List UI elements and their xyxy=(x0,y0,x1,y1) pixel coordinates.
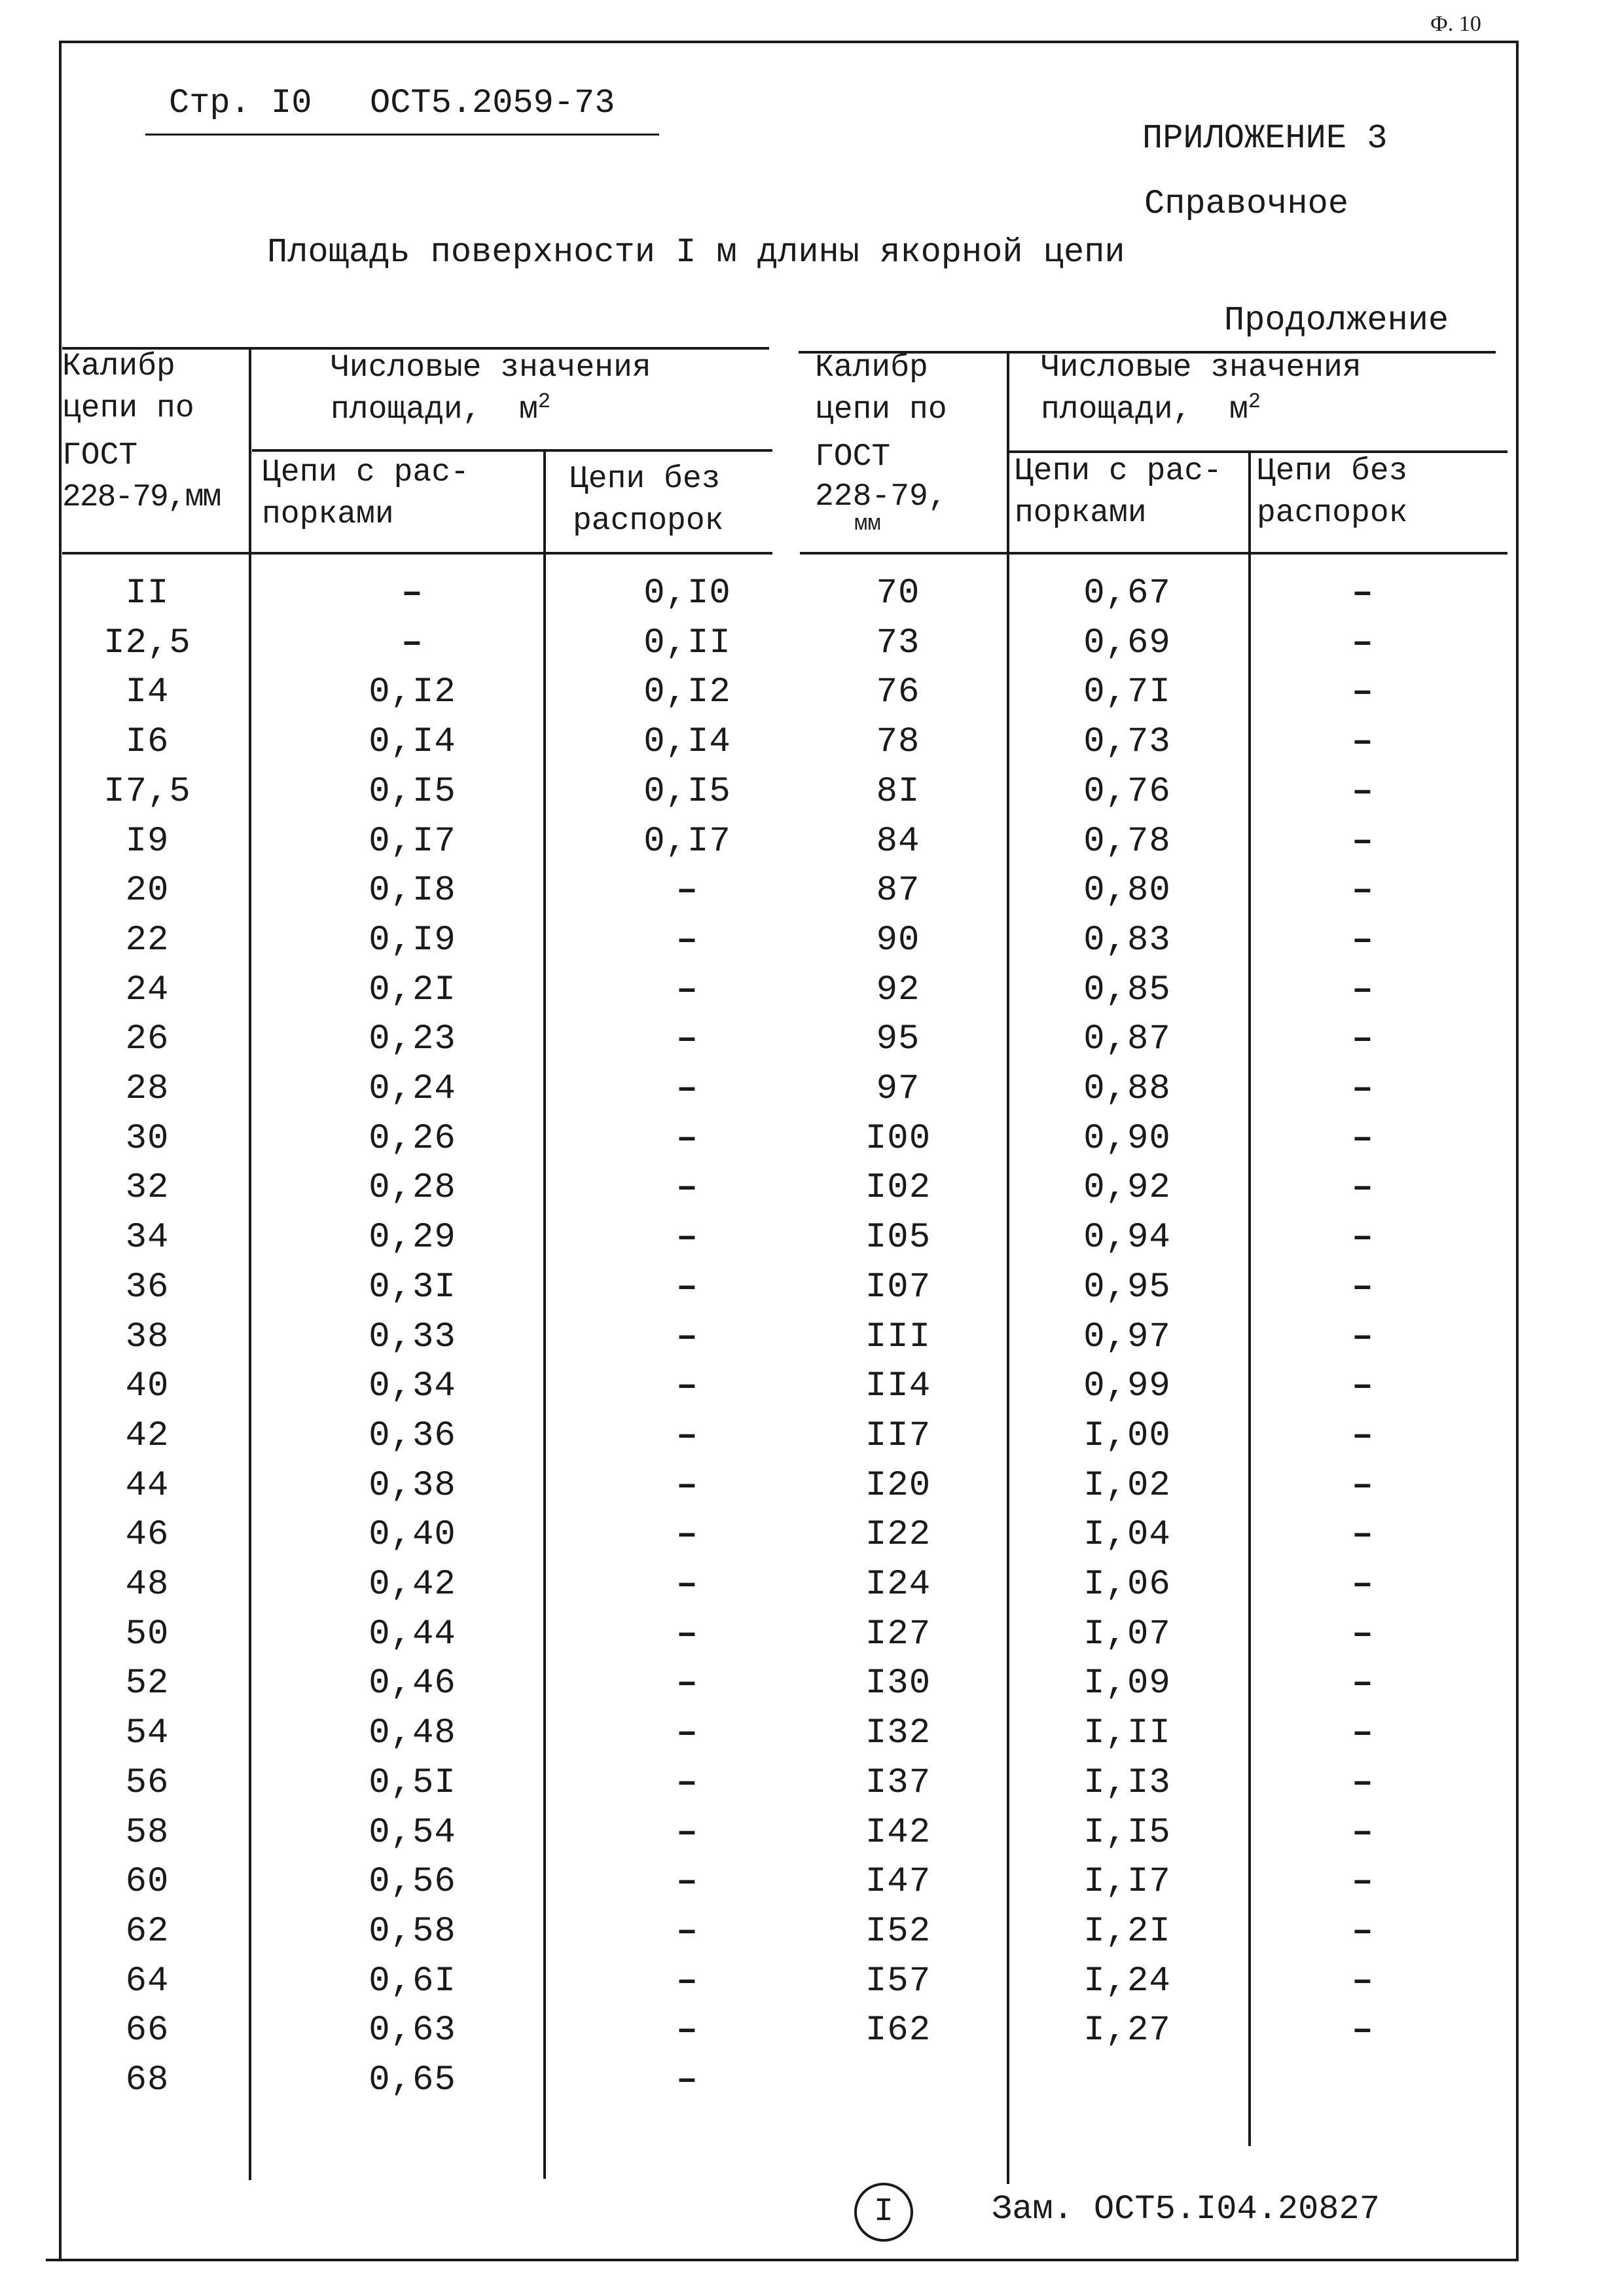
without-spacers-cell: – xyxy=(676,970,698,1010)
with-spacers-cell: 0,36 xyxy=(369,1415,456,1456)
without-spacers-cell: – xyxy=(1352,1118,1374,1159)
without-spacers-cell: – xyxy=(1352,1267,1374,1307)
calibre-cell: 58 xyxy=(125,1812,170,1853)
without-spacers-cell: – xyxy=(1352,1664,1374,1704)
calibre-cell: 52 xyxy=(125,1664,170,1704)
with-spacers-cell: 0,80 xyxy=(1083,871,1171,911)
with-spacers-cell: 0,85 xyxy=(1083,970,1171,1010)
without-spacers-cell: – xyxy=(676,1614,698,1654)
without-spacers-cell: – xyxy=(1352,970,1374,1010)
without-spacers-cell: – xyxy=(676,2011,698,2051)
calibre-cell: 30 xyxy=(125,1118,170,1159)
with-spacers-cell: 0,88 xyxy=(1083,1069,1171,1109)
without-spacers-cell: – xyxy=(676,2060,698,2100)
without-spacers-cell: – xyxy=(676,1911,698,1952)
with-spacers-cell: I,02 xyxy=(1083,1465,1171,1506)
calibre-cell: I27 xyxy=(865,1614,931,1654)
without-spacers-cell: – xyxy=(1352,771,1374,812)
without-spacers-cell: – xyxy=(676,1762,698,1803)
calibre-cell: 38 xyxy=(125,1317,170,1357)
without-spacers-cell: – xyxy=(676,1862,698,1903)
with-spacers-cell: 0,I8 xyxy=(369,871,456,911)
without-spacers-cell: – xyxy=(1352,722,1374,763)
standard-number: ОСТ5.2059-73 xyxy=(370,84,615,122)
with-spacers-cell: 0,67 xyxy=(1083,574,1171,613)
calibre-cell: 8I xyxy=(876,771,920,812)
calibre-cell: I05 xyxy=(865,1218,931,1258)
calibre-cell: 76 xyxy=(876,672,920,713)
without-spacers-cell: – xyxy=(1352,1515,1374,1556)
with-spacers-cell: 0,I5 xyxy=(369,771,456,812)
header-calibre-right: Калибр цепи по ГОСТ 228-79, мм xyxy=(815,350,947,537)
calibre-cell: I4 xyxy=(125,672,170,713)
without-spacers-cell: – xyxy=(676,1565,698,1605)
without-spacers-cell: 0,I0 xyxy=(643,574,731,613)
without-spacers-cell: – xyxy=(1352,1465,1374,1506)
without-spacers-cell: – xyxy=(1352,1862,1374,1903)
header-bottom-line-right xyxy=(800,552,1507,555)
with-spacers-cell: I,00 xyxy=(1083,1415,1171,1456)
header-with-spacers-right: Цепи с рас- порками xyxy=(1015,454,1222,531)
calibre-cell: I47 xyxy=(865,1862,931,1903)
header-calibre: Калибр цепи по ГОСТ 228-79,мм xyxy=(62,349,221,515)
with-spacers-cell: 0,7I xyxy=(1083,672,1171,713)
without-spacers-cell: – xyxy=(1352,1713,1374,1754)
without-spacers-cell: – xyxy=(1352,1019,1374,1060)
with-spacers-cell: I,09 xyxy=(1083,1664,1171,1704)
without-spacers-cell: – xyxy=(676,1317,698,1357)
with-spacers-cell: 0,3I xyxy=(369,1267,456,1307)
calibre-cell: 22 xyxy=(125,920,170,960)
without-spacers-cell: – xyxy=(676,1218,698,1258)
header-values: Числовые значения площади, $м^2$ xyxy=(331,350,651,428)
frame-right-line xyxy=(1516,41,1519,2259)
form-mark: Ф. 10 xyxy=(1430,12,1481,36)
with-spacers-cell: 0,26 xyxy=(369,1118,456,1159)
amendment-number-circle: I xyxy=(854,2183,913,2242)
with-spacers-cell: I,04 xyxy=(1083,1515,1171,1556)
header-without-spacers-right: Цепи без распорок xyxy=(1257,454,1408,531)
calibre-cell: 26 xyxy=(125,1019,170,1060)
without-spacers-cell: – xyxy=(1352,1614,1374,1654)
calibre-cell: 78 xyxy=(876,722,920,763)
calibre-cell: I32 xyxy=(865,1713,931,1754)
frame-top-line xyxy=(59,41,1519,43)
calibre-cell: 84 xyxy=(876,821,920,862)
calibre-cell: I00 xyxy=(865,1118,931,1159)
calibre-cell: III xyxy=(865,1317,931,1357)
calibre-cell: 92 xyxy=(876,970,920,1010)
with-spacers-cell: I,07 xyxy=(1083,1614,1171,1654)
with-spacers-cell: 0,I4 xyxy=(369,722,456,763)
calibre-cell: I30 xyxy=(865,1664,931,1704)
without-spacers-cell: – xyxy=(1352,821,1374,862)
without-spacers-cell: – xyxy=(676,1118,698,1159)
calibre-cell: I2,5 xyxy=(103,623,191,663)
with-spacers-cell: 0,54 xyxy=(369,1812,456,1853)
with-spacers-cell: 0,65 xyxy=(369,2060,456,2100)
without-spacers-cell: – xyxy=(676,1713,698,1754)
page-number: Стр. I0 xyxy=(169,84,312,122)
page-ref-underline xyxy=(145,134,659,136)
calibre-cell: 44 xyxy=(125,1465,170,1506)
calibre-cell: II xyxy=(125,574,170,613)
without-spacers-cell: 0,I4 xyxy=(643,722,731,763)
without-spacers-cell: – xyxy=(1352,1961,1374,2001)
without-spacers-cell: – xyxy=(1352,2011,1374,2051)
with-spacers-cell: I,27 xyxy=(1083,2011,1171,2051)
amendment-text: Зам. ОСТ5.I04.20827 xyxy=(992,2190,1380,2229)
col-divider-4 xyxy=(1248,450,1251,2146)
without-spacers-cell: – xyxy=(676,1366,698,1407)
with-spacers-cell: 0,29 xyxy=(369,1218,456,1258)
without-spacers-cell: – xyxy=(676,1267,698,1307)
with-spacers-cell: I,I5 xyxy=(1083,1812,1171,1853)
with-spacers-cell: 0,I9 xyxy=(369,920,456,960)
calibre-cell: II7 xyxy=(865,1415,931,1456)
with-spacers-cell: 0,95 xyxy=(1083,1267,1171,1307)
calibre-cell: I42 xyxy=(865,1812,931,1853)
appendix-type: Справочное xyxy=(1144,185,1349,223)
with-spacers-cell: I,II xyxy=(1083,1713,1171,1754)
without-spacers-cell: – xyxy=(1352,1911,1374,1952)
without-spacers-cell: – xyxy=(1352,1218,1374,1258)
header-values-right: Числовые значения площади, $м^2$ xyxy=(1041,350,1362,428)
without-spacers-cell: 0,I5 xyxy=(643,771,731,812)
calibre-cell: 32 xyxy=(125,1168,170,1209)
with-spacers-cell: 0,87 xyxy=(1083,1019,1171,1060)
frame-left-line xyxy=(59,41,62,2259)
calibre-cell: I7,5 xyxy=(103,771,191,812)
with-spacers-cell: 0,24 xyxy=(369,1069,456,1109)
continuation-label: Продолжение xyxy=(1224,301,1449,340)
without-spacers-cell: – xyxy=(676,1415,698,1456)
calibre-cell: I6 xyxy=(125,722,170,763)
without-spacers-cell: – xyxy=(676,1465,698,1506)
without-spacers-cell: – xyxy=(676,1515,698,1556)
calibre-cell: 24 xyxy=(125,970,170,1010)
without-spacers-cell: – xyxy=(676,1664,698,1704)
calibre-cell: 64 xyxy=(125,1961,170,2001)
calibre-cell: 56 xyxy=(125,1762,170,1803)
calibre-cell: I20 xyxy=(865,1465,931,1506)
without-spacers-cell: – xyxy=(676,1019,698,1060)
with-spacers-cell: I,I7 xyxy=(1083,1862,1171,1903)
without-spacers-cell: – xyxy=(1352,672,1374,713)
without-spacers-cell: 0,I7 xyxy=(643,821,731,862)
header-without-spacers: Цепи без распорок xyxy=(569,462,724,539)
without-spacers-cell: 0,II xyxy=(643,623,731,663)
calibre-cell: 46 xyxy=(125,1515,170,1556)
calibre-cell: 54 xyxy=(125,1713,170,1754)
with-spacers-cell: 0,56 xyxy=(369,1862,456,1903)
frame-bottom-line xyxy=(46,2259,1519,2261)
with-spacers-cell: 0,2I xyxy=(369,970,456,1010)
with-spacers-cell: 0,5I xyxy=(369,1762,456,1803)
with-spacers-cell: 0,28 xyxy=(369,1168,456,1209)
with-spacers-cell: 0,40 xyxy=(369,1515,456,1556)
calibre-cell: I24 xyxy=(865,1565,931,1605)
without-spacers-cell: – xyxy=(676,1168,698,1209)
without-spacers-cell: – xyxy=(1352,1168,1374,1209)
without-spacers-cell: – xyxy=(1352,1317,1374,1357)
without-spacers-cell: – xyxy=(1352,623,1374,663)
with-spacers-cell: 0,90 xyxy=(1083,1118,1171,1159)
calibre-cell: 73 xyxy=(876,623,920,663)
with-spacers-cell: 0,73 xyxy=(1083,722,1171,763)
without-spacers-cell: – xyxy=(1352,1415,1374,1456)
without-spacers-cell: – xyxy=(1352,1812,1374,1853)
calibre-cell: I57 xyxy=(865,1961,931,2001)
with-spacers-cell: 0,78 xyxy=(1083,821,1171,862)
with-spacers-cell: 0,42 xyxy=(369,1565,456,1605)
with-spacers-cell: 0,69 xyxy=(1083,623,1171,663)
with-spacers-cell: I,24 xyxy=(1083,1961,1171,2001)
without-spacers-cell: – xyxy=(1352,871,1374,911)
header-with-spacers: Цепи с рас- порками xyxy=(262,455,469,532)
with-spacers-cell: 0,34 xyxy=(369,1366,456,1407)
header-bottom-line-left xyxy=(62,552,772,555)
with-spacers-cell: 0,94 xyxy=(1083,1218,1171,1258)
with-spacers-cell: I,06 xyxy=(1083,1565,1171,1605)
calibre-cell: 36 xyxy=(125,1267,170,1307)
without-spacers-cell: – xyxy=(1352,920,1374,960)
calibre-cell: I22 xyxy=(865,1515,931,1556)
without-spacers-cell: – xyxy=(1352,1565,1374,1605)
calibre-cell: I37 xyxy=(865,1762,931,1803)
table-heading: Площадь поверхности I м длины якорной цепи xyxy=(267,233,1125,272)
with-spacers-cell: 0,I7 xyxy=(369,821,456,862)
without-spacers-cell: – xyxy=(676,1069,698,1109)
with-spacers-cell: 0,23 xyxy=(369,1019,456,1060)
calibre-cell: 34 xyxy=(125,1218,170,1258)
calibre-cell: 90 xyxy=(876,920,920,960)
calibre-cell: 28 xyxy=(125,1069,170,1109)
with-spacers-cell: 0,99 xyxy=(1083,1366,1171,1407)
calibre-cell: 40 xyxy=(125,1366,170,1407)
without-spacers-cell: 0,I2 xyxy=(643,672,731,713)
without-spacers-cell: – xyxy=(676,1812,698,1853)
calibre-cell: 70 xyxy=(876,574,920,613)
calibre-cell: 68 xyxy=(125,2060,170,2100)
without-spacers-cell: – xyxy=(1352,1069,1374,1109)
calibre-cell: 95 xyxy=(876,1019,920,1060)
without-spacers-cell: – xyxy=(1352,1762,1374,1803)
with-spacers-cell: 0,48 xyxy=(369,1713,456,1754)
without-spacers-cell: – xyxy=(1352,574,1374,613)
with-spacers-cell: 0,58 xyxy=(369,1911,456,1952)
with-spacers-cell: 0,76 xyxy=(1083,771,1171,812)
with-spacers-cell: 0,38 xyxy=(369,1465,456,1506)
col-divider-2 xyxy=(543,450,546,2179)
with-spacers-cell: 0,83 xyxy=(1083,920,1171,960)
without-spacers-cell: – xyxy=(676,871,698,911)
calibre-cell: I52 xyxy=(865,1911,931,1952)
calibre-cell: I07 xyxy=(865,1267,931,1307)
appendix-title: ПРИЛОЖЕНИЕ 3 xyxy=(1142,119,1388,158)
with-spacers-cell: – xyxy=(401,574,424,613)
calibre-cell: I02 xyxy=(865,1168,931,1209)
without-spacers-cell: – xyxy=(676,920,698,960)
calibre-cell: 60 xyxy=(125,1862,170,1903)
calibre-cell: I62 xyxy=(865,2011,931,2051)
calibre-cell: 50 xyxy=(125,1614,170,1654)
col-divider-3 xyxy=(1007,351,1009,2184)
calibre-cell: 20 xyxy=(125,871,170,911)
with-spacers-cell: 0,92 xyxy=(1083,1168,1171,1209)
with-spacers-cell: 0,63 xyxy=(369,2011,456,2051)
calibre-cell: 97 xyxy=(876,1069,920,1109)
with-spacers-cell: 0,46 xyxy=(369,1664,456,1704)
calibre-cell: I9 xyxy=(125,821,170,862)
with-spacers-cell: 0,6I xyxy=(369,1961,456,2001)
with-spacers-cell: 0,33 xyxy=(369,1317,456,1357)
col-divider-1 xyxy=(249,347,251,2180)
with-spacers-cell: 0,97 xyxy=(1083,1317,1171,1357)
calibre-cell: 66 xyxy=(125,2011,170,2051)
with-spacers-cell: I,I3 xyxy=(1083,1762,1171,1803)
without-spacers-cell: – xyxy=(676,1961,698,2001)
with-spacers-cell: 0,44 xyxy=(369,1614,456,1654)
without-spacers-cell: – xyxy=(1352,1366,1374,1407)
calibre-cell: 87 xyxy=(876,871,920,911)
with-spacers-cell: I,2I xyxy=(1083,1911,1171,1952)
calibre-cell: 62 xyxy=(125,1911,170,1952)
with-spacers-cell: 0,I2 xyxy=(369,672,456,713)
calibre-cell: 42 xyxy=(125,1415,170,1456)
calibre-cell: 48 xyxy=(125,1565,170,1605)
with-spacers-cell: – xyxy=(401,623,424,663)
calibre-cell: II4 xyxy=(865,1366,931,1407)
